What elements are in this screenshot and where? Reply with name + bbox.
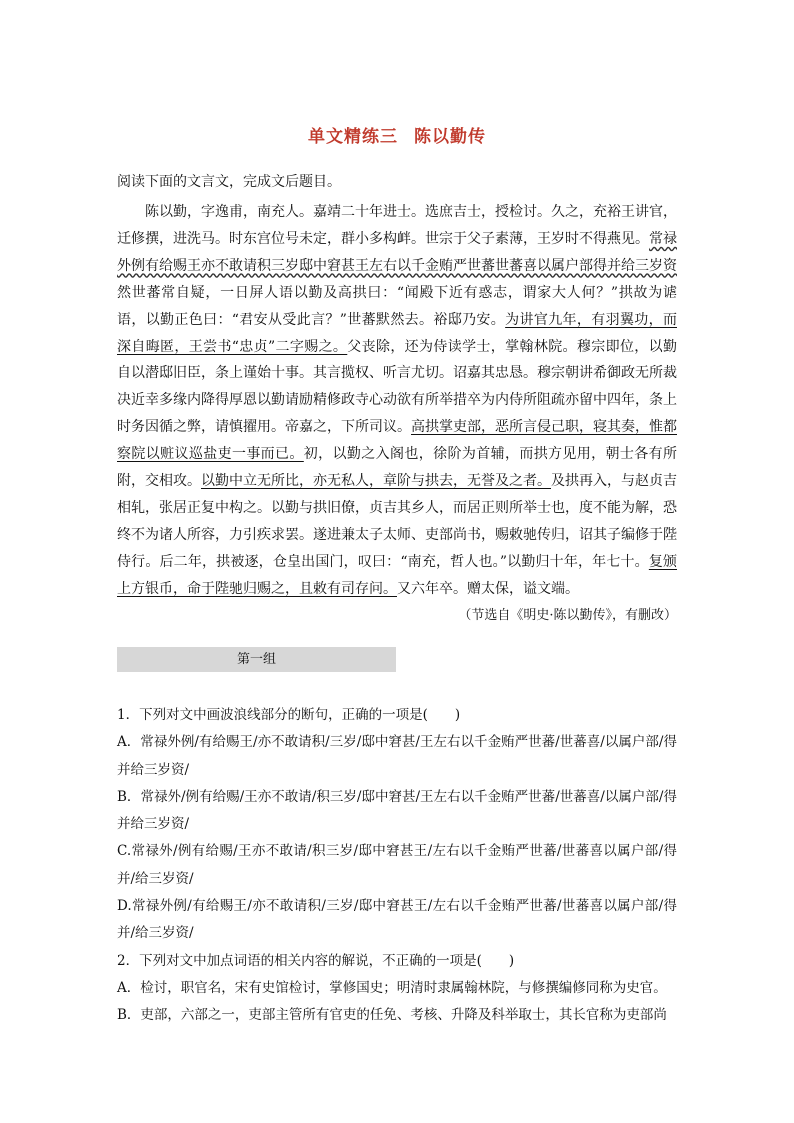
underlined-sentence: 高拱掌吏部，恶所言侵己职，寝其奏，惟都察院以赃议巡盐吏一事而已。 (117, 419, 677, 463)
passage-text: 又六年卒。赠太保，谥文端。 (397, 580, 579, 597)
title-sub: 陈以勤传 (414, 127, 486, 147)
source-citation: （节选自《明史·陈以勤传》，有删改） (458, 608, 677, 623)
instruction-text: 阅读下面的文言文，完成文后题目。 (117, 174, 341, 190)
passage-text: 及拱再入，与赵贞吉相轧，张居正复中构之。以勤与拱旧僚，贞吉其乡人，而居正则所举士也，度不能为解，恐终不为诸人所容，力引疾求罢。遂进兼太子太师、吏部尚书，赐敕驰传归，诏其子编修于陛侍行。后二年，拱被逐，仓皇出国门，叹曰：“南充，哲人也。”以勤归十年，年七十。 (117, 473, 677, 570)
passage-text: 然世蕃常自疑，一日屏人语以勤及高拱曰：“闻殿下近有惑志，谓家大人何？”拱故为谑语，以勤正色曰：“君安从受此言？”世蕃默然去。裕邸乃安。 (117, 284, 677, 328)
passage-text: 初，以勤之入阁也，徐阶为首辅，而拱方见用，朝士各有所附，交相攻。 (117, 446, 678, 490)
page-title (0, 122, 794, 147)
passage-text: 父丧除，还为侍读学士，掌翰林院。穆宗即位，以勤自以潜邸旧臣，条上谨始十事。其言揽权、听言尤切。诏嘉其忠恳。穆宗朝讲希御政无所裁决近幸多缘内降得厚恩以勤请励精修政寺心动欲有所举措卒为内侍所阻疏亦留中四年，条上时务因循之弊，请慎擢用。帝嘉之，下所司议。 (117, 338, 677, 436)
question-2-option-b: B．吏部，六部之一，吏部主管所有官吏的任免、考核、升降及科举取士，其长官称为吏部尚 (117, 1007, 667, 1024)
question-1-option-b: B．常禄外/例有给赐/王亦不敢请/积三岁/邸中窘甚/王左右以千金贿严世蕃/世蕃喜/以属户部/得并给三岁资/ (117, 788, 677, 833)
title-main: 单文精练三 (308, 127, 398, 147)
questions-section (117, 702, 677, 1030)
question-2-option-a: A．检讨，职官名，宋有史馆检讨，掌修国史；明清时隶属翰林院，与修撰编修同称为史官。 (117, 979, 667, 996)
question-1-option-d: D.常禄外例/有给赐王/亦不敢请积/三岁/邸中窘甚王/左右以千金贿严世蕃/世蕃喜以属户部/得并/给三岁资/ (117, 898, 677, 942)
passage-text: 陈以勤，字逸甫，南充人。嘉靖二十年进士。选庶吉士，授检讨。久之，充裕王讲官，迁修撰，进洗马。时东宫位号未定，群小多构衅。世宗于父子素薄，王岁时不得燕见。 (117, 204, 677, 247)
underlined-sentence: 以勤中立无所比，亦无私人，章阶与拱去，无誉及之者。 (201, 473, 551, 490)
underlined-sentence: 为讲官九年，有羽翼功，而深自晦匿，王尝书“忠贞”二字赐之。 (117, 311, 677, 355)
wavy-underlined-text: 常禄外例有给赐王亦不敢请积三岁邸中窘甚王左右以千金贿严世蕃世蕃喜以属户部得并给三岁资 (117, 230, 677, 274)
question-1-stem: 1．下列对文中画波浪线部分的断句，正确的一项是( ) (117, 707, 461, 723)
underlined-sentence: 复颁上方银币，命于陛驰归赐之，且敕有司存问。 (117, 553, 678, 597)
group-header: 第一组 (117, 647, 396, 672)
question-1-option-a: A．常禄外例/有给赐王/亦不敢请积/三岁/邸中窘甚/王左右以千金贿严世蕃/世蕃喜/以属户部/得并给三岁资/ (117, 734, 677, 778)
question-1-option-c: C.常禄外/例有给赐/王亦不敢请/积三岁/邸中窘甚王/左右以千金贿严世蕃/世蕃喜以属户部/得并/给三岁资/ (117, 843, 677, 887)
question-2-stem: 2．下列对文中加点词语的相关内容的解说，不正确的一项是( ) (117, 952, 515, 969)
classical-passage (117, 199, 677, 603)
